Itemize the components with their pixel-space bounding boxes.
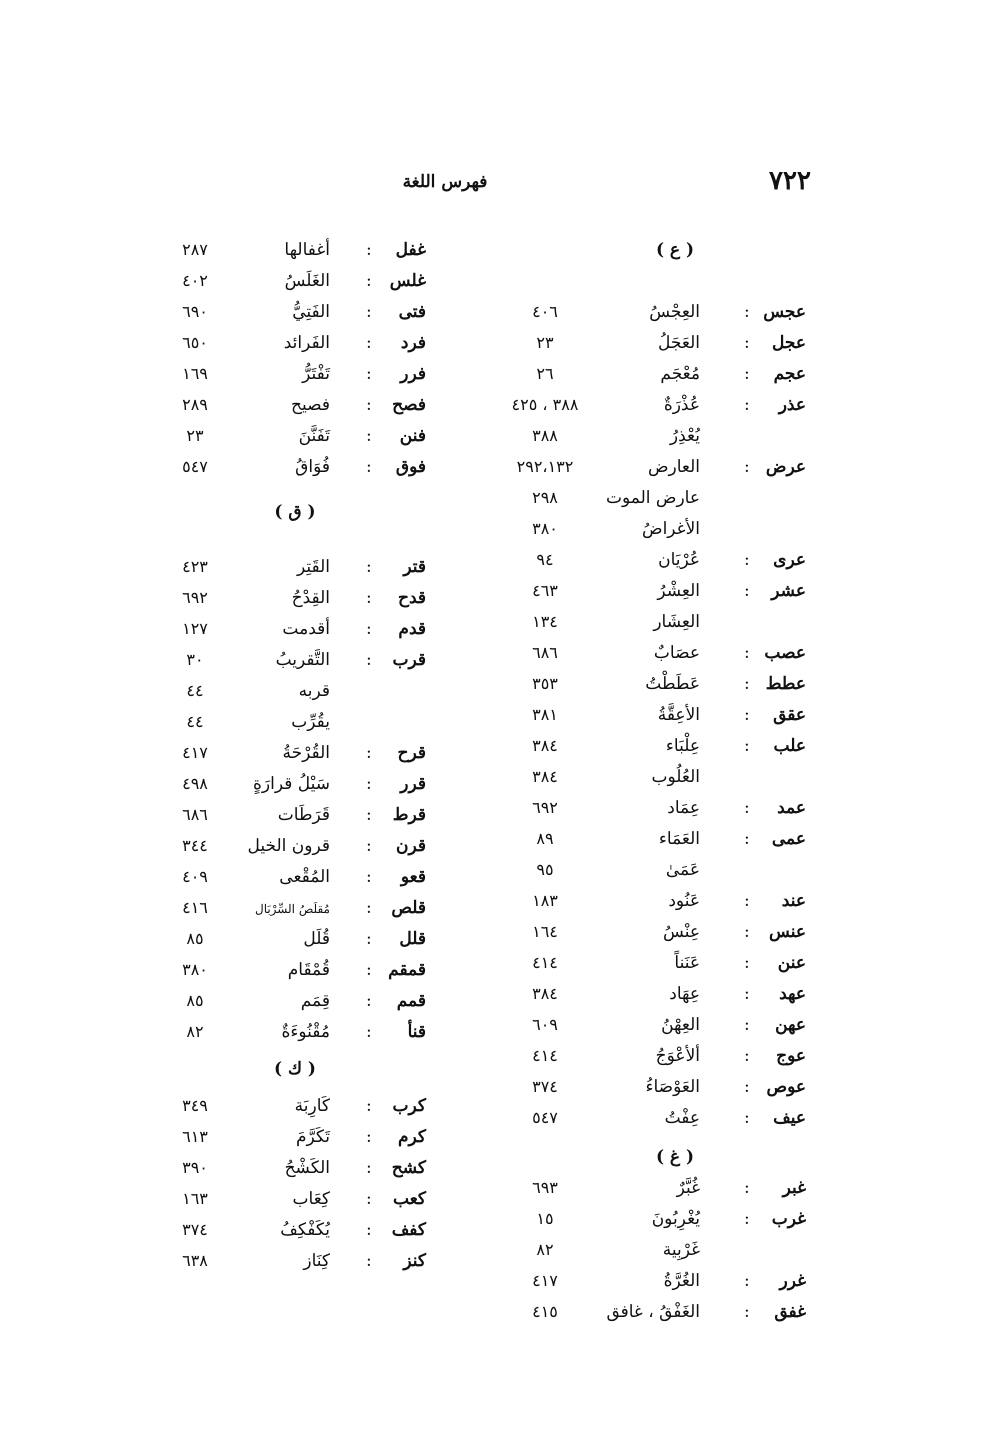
- colon-separator: :: [744, 1015, 750, 1035]
- colon-separator: :: [366, 774, 372, 794]
- page-reference: ٣٠: [186, 650, 204, 669]
- colon-separator: :: [366, 271, 372, 291]
- page-reference: ٦٨٦: [532, 643, 558, 662]
- index-word: عُذْرَةٌ: [663, 395, 700, 415]
- index-root: كرب: [392, 1096, 426, 1116]
- page-reference: ٦٩٢: [182, 588, 208, 607]
- index-root: عيف: [773, 1108, 806, 1128]
- index-root: غرب: [771, 1209, 806, 1229]
- page-reference: ٤١٤: [532, 953, 558, 972]
- index-word: كَارِبَة: [294, 1096, 330, 1116]
- index-root: عصب: [764, 643, 806, 663]
- index-word: العَمَاء: [658, 829, 700, 849]
- page-reference: ٣٧٤: [532, 1077, 558, 1096]
- page-reference: ١٥: [536, 1209, 554, 1228]
- index-word: فُوَاقُ: [295, 457, 330, 477]
- index-word: القُرْحَةُ: [282, 743, 330, 763]
- index-word: عِمَاد: [667, 798, 700, 818]
- index-word: التَّقريبُ: [275, 650, 330, 670]
- colon-separator: :: [366, 619, 372, 639]
- index-root: قلل: [399, 929, 426, 949]
- page-reference: ٣٨٨ ، ٤٢٥: [511, 395, 579, 414]
- index-word: عِفْتُ: [664, 1108, 700, 1128]
- page-reference: ٦٣٨: [182, 1251, 208, 1270]
- colon-separator: :: [366, 898, 372, 918]
- index-word: الكَشْحُ: [284, 1158, 330, 1178]
- index-word: العارض: [647, 457, 700, 477]
- page-reference: ٤١٤: [532, 1046, 558, 1065]
- colon-separator: :: [366, 240, 372, 260]
- index-root: كفف: [391, 1220, 426, 1240]
- colon-separator: :: [744, 302, 750, 322]
- index-root: فرد: [400, 333, 426, 353]
- colon-separator: :: [366, 836, 372, 856]
- colon-separator: :: [744, 581, 750, 601]
- index-root: فصح: [392, 395, 426, 415]
- page-reference: ٦٩٠: [182, 302, 208, 321]
- page-reference: ٢٨٧: [182, 240, 208, 259]
- page-reference: ٤٦٣: [532, 581, 558, 600]
- page-number: ٧٢٢: [769, 166, 811, 196]
- page-reference: ٥٤٧: [182, 457, 208, 476]
- index-word: غَرْبِية: [662, 1240, 700, 1260]
- colon-separator: :: [366, 395, 372, 415]
- page-reference: ٤١٥: [532, 1302, 558, 1321]
- index-word: يُكَفْكِفُ: [280, 1220, 330, 1240]
- index-word: تَكَرَّمَ: [295, 1127, 330, 1147]
- page-reference: ١٨٣: [532, 891, 558, 910]
- colon-separator: :: [366, 867, 372, 887]
- index-root: قرح: [397, 743, 426, 763]
- index-root: عوص: [766, 1077, 806, 1097]
- page-reference: ١٢٧: [182, 619, 208, 638]
- page-reference: ٣٩٠: [182, 1158, 208, 1177]
- index-word: كِعَاب: [292, 1189, 330, 1209]
- colon-separator: :: [744, 922, 750, 942]
- index-word: الأغراضُ: [642, 519, 700, 539]
- index-root: كنز: [403, 1251, 426, 1271]
- index-root: قنأ: [407, 1022, 426, 1042]
- index-root: عجس: [763, 302, 806, 322]
- index-word: الفَتِيُّ: [292, 302, 330, 322]
- colon-separator: :: [366, 929, 372, 949]
- index-root: غفل: [395, 240, 426, 260]
- page-reference: ٨٩: [536, 829, 554, 848]
- colon-separator: :: [366, 557, 372, 577]
- index-word: الغَفْقُ ، غافق: [606, 1302, 700, 1322]
- index-word: قُمْقَام: [287, 960, 330, 980]
- page-reference: ٦٩٢: [532, 798, 558, 817]
- section-heading-ayn: ( ع ): [655, 240, 695, 260]
- index-word: تَفْتَرُّ: [302, 364, 330, 384]
- index-root: كرم: [398, 1127, 426, 1147]
- page-reference: ٥٤٧: [532, 1108, 558, 1127]
- index-root: عوج: [776, 1046, 806, 1066]
- index-root: فرر: [400, 364, 426, 384]
- page-reference: ٢٨٩: [182, 395, 208, 414]
- index-root: فوق: [395, 457, 426, 477]
- index-word: عصَابٌ: [653, 643, 700, 663]
- page-reference: ٤٤: [186, 681, 204, 700]
- colon-separator: :: [366, 1158, 372, 1178]
- colon-separator: :: [744, 984, 750, 1004]
- colon-separator: :: [366, 457, 372, 477]
- index-word: القِدْحُ: [291, 588, 330, 608]
- index-root: قدم: [398, 619, 426, 639]
- index-root: عند: [781, 891, 806, 911]
- index-root: قدح: [397, 588, 426, 608]
- page-reference: ٩٤: [536, 550, 554, 569]
- page-reference: ٣٨٨: [532, 426, 558, 445]
- index-root: قرط: [392, 805, 426, 825]
- colon-separator: :: [366, 991, 372, 1011]
- index-word: قِمَم: [300, 991, 330, 1011]
- page-reference: ٤٠٩: [182, 867, 208, 886]
- index-word: العِشَار: [653, 612, 700, 632]
- index-word: مُقلَصُ السِّرْبَال: [254, 902, 330, 916]
- index-root: غفق: [774, 1302, 806, 1322]
- page-reference: ٦١٣: [182, 1127, 208, 1146]
- page-reference: ٣٨٤: [532, 984, 558, 1003]
- index-root: عجل: [772, 333, 806, 353]
- index-word: يُغْرِبُونَ: [651, 1209, 700, 1229]
- page-reference: ١٦٤: [532, 922, 558, 941]
- colon-separator: :: [744, 674, 750, 694]
- index-root: قمقم: [388, 960, 426, 980]
- page-reference: ٢٣: [536, 333, 554, 352]
- page-reference: ٦٠٩: [532, 1015, 558, 1034]
- page-reference: ٤١٦: [182, 898, 208, 917]
- colon-separator: :: [744, 364, 750, 384]
- index-word: عَنَناً: [674, 953, 700, 973]
- page-reference: ٣٧٤: [182, 1220, 208, 1239]
- index-word: يُعْذِرُ: [669, 426, 700, 446]
- colon-separator: :: [744, 953, 750, 973]
- index-word: العَوْصَاءُ: [645, 1077, 700, 1097]
- page-reference: ٦٥٠: [182, 333, 208, 352]
- index-root: فنن: [399, 426, 426, 446]
- index-root: عشر: [771, 581, 806, 601]
- page-reference: ٢٩٢،١٣٢: [516, 457, 574, 476]
- index-word: عِلْبَاء: [665, 736, 700, 756]
- index-root: قلص: [391, 898, 426, 918]
- colon-separator: :: [366, 588, 372, 608]
- colon-separator: :: [366, 302, 372, 322]
- index-word: عَنُود: [668, 891, 700, 911]
- index-word: عَطَطْتُ: [645, 674, 700, 694]
- colon-separator: :: [366, 650, 372, 670]
- page-reference: ٣٨١: [532, 705, 558, 724]
- colon-separator: :: [744, 1209, 750, 1229]
- colon-separator: :: [744, 891, 750, 911]
- index-root: عجم: [773, 364, 806, 384]
- section-heading-ghayn: ( غ ): [655, 1147, 695, 1167]
- index-root: غلس: [389, 271, 426, 291]
- index-root: غبر: [782, 1178, 806, 1198]
- index-root: غرر: [779, 1271, 806, 1291]
- page-title: فهرس اللغة: [402, 172, 488, 192]
- index-word: عُرْيَان: [658, 550, 700, 570]
- index-root: قمم: [396, 991, 426, 1011]
- page-reference: ٣٨٠: [532, 519, 558, 538]
- colon-separator: :: [744, 1178, 750, 1198]
- index-word: غُبَّرٌ: [676, 1178, 700, 1198]
- page-reference: ٤٤: [186, 712, 204, 731]
- index-word: الأعِقَّةُ: [657, 705, 700, 725]
- page-reference: ٣٨٠: [182, 960, 208, 979]
- index-word: أقدمت: [282, 619, 330, 639]
- colon-separator: :: [744, 643, 750, 663]
- page-reference: ٨٥: [186, 991, 204, 1010]
- index-word: قَرَطَات: [277, 805, 330, 825]
- page-reference: ٢٣: [186, 426, 204, 445]
- colon-separator: :: [366, 1189, 372, 1209]
- colon-separator: :: [744, 550, 750, 570]
- index-word: ألأعْوَجُ: [655, 1046, 700, 1066]
- colon-separator: :: [744, 705, 750, 725]
- index-word: عِهَاد: [669, 984, 700, 1004]
- index-root: فتى: [398, 302, 426, 322]
- index-root: عمى: [771, 829, 806, 849]
- page-reference: ٨٥: [186, 929, 204, 948]
- colon-separator: :: [744, 736, 750, 756]
- index-root: عرى: [773, 550, 806, 570]
- page-reference: ٣٨٤: [532, 767, 558, 786]
- index-root: كعب: [393, 1189, 426, 1209]
- index-word: تَفَنَّنَ: [298, 426, 330, 446]
- page-reference: ٢٦: [536, 364, 554, 383]
- index-root: عهد: [779, 984, 806, 1004]
- index-root: عرض: [765, 457, 806, 477]
- index-word: قرون الخيل: [247, 836, 330, 856]
- index-root: عطط: [765, 674, 806, 694]
- index-root: قرب: [392, 650, 426, 670]
- colon-separator: :: [744, 457, 750, 477]
- index-root: قرن: [396, 836, 426, 856]
- index-word: العِهْنُ: [661, 1015, 700, 1035]
- index-word: القَتِر: [296, 557, 330, 577]
- page-reference: ٣٨٤: [532, 736, 558, 755]
- page-reference: ٤١٧: [182, 743, 208, 762]
- colon-separator: :: [366, 364, 372, 384]
- index-word: الغُرَّةُ: [663, 1271, 700, 1291]
- index-word: قربه: [298, 681, 330, 701]
- colon-separator: :: [744, 395, 750, 415]
- page-reference: ٣٤٤: [182, 836, 208, 855]
- index-word: العِشْرُ: [657, 581, 700, 601]
- index-word: العَجَلُ: [658, 333, 700, 353]
- index-word: أغفالها: [284, 240, 330, 260]
- colon-separator: :: [744, 333, 750, 353]
- page-reference: ٨٢: [536, 1240, 554, 1259]
- colon-separator: :: [366, 960, 372, 980]
- colon-separator: :: [744, 1271, 750, 1291]
- page-reference: ٤٢٣: [182, 557, 208, 576]
- page-reference: ٣٥٣: [532, 674, 558, 693]
- index-word: سَيْلُ قرارَةٍ: [253, 774, 330, 794]
- section-heading-kaf: ( ك ): [274, 1059, 316, 1079]
- index-word: عَمَىٰ: [665, 860, 700, 880]
- index-word: العُلُوب: [651, 767, 700, 787]
- index-word: عِنْسُ: [663, 922, 700, 942]
- page-reference: ٩٥: [536, 860, 554, 879]
- index-root: قرر: [400, 774, 426, 794]
- page-reference: ١٣٤: [532, 612, 558, 631]
- index-word: يقُرِّب: [291, 712, 330, 732]
- colon-separator: :: [366, 426, 372, 446]
- index-root: كشح: [391, 1158, 426, 1178]
- index-root: عقق: [773, 705, 806, 725]
- index-word: عارض الموت: [605, 488, 700, 508]
- index-word: المُقْعى: [279, 867, 330, 887]
- page-reference: ٣٤٩: [182, 1096, 208, 1115]
- colon-separator: :: [366, 1127, 372, 1147]
- colon-separator: :: [744, 1046, 750, 1066]
- index-word: مُعْجَم: [660, 364, 700, 384]
- colon-separator: :: [744, 1302, 750, 1322]
- colon-separator: :: [744, 829, 750, 849]
- index-word: الغَلَسُ: [284, 271, 330, 291]
- index-root: علب: [773, 736, 806, 756]
- colon-separator: :: [366, 1022, 372, 1042]
- page-reference: ٤٩٨: [182, 774, 208, 793]
- index-word: الفَرائد: [283, 333, 330, 353]
- colon-separator: :: [744, 798, 750, 818]
- colon-separator: :: [366, 805, 372, 825]
- page-reference: ٦٩٣: [532, 1178, 558, 1197]
- index-root: قتر: [403, 557, 426, 577]
- index-word: فصيح: [291, 395, 330, 415]
- index-word: مُقْنُوءَةٌ: [281, 1022, 330, 1042]
- index-word: العِجْسُ: [649, 302, 700, 322]
- index-root: عنس: [769, 922, 806, 942]
- index-root: عمد: [777, 798, 806, 818]
- page-reference: ٨٢: [186, 1022, 204, 1041]
- page-reference: ٢٩٨: [532, 488, 558, 507]
- colon-separator: :: [366, 1096, 372, 1116]
- page-reference: ٤٠٦: [532, 302, 558, 321]
- colon-separator: :: [366, 1251, 372, 1271]
- index-word: قُلَل: [303, 929, 330, 949]
- colon-separator: :: [366, 333, 372, 353]
- page-reference: ١٦٩: [182, 364, 208, 383]
- colon-separator: :: [366, 1220, 372, 1240]
- index-word: كِنَاز: [303, 1251, 330, 1271]
- page-reference: ٤٠٢: [182, 271, 208, 290]
- index-root: عذر: [778, 395, 806, 415]
- colon-separator: :: [366, 743, 372, 763]
- page-reference: ١٦٣: [182, 1189, 208, 1208]
- page-reference: ٤١٧: [532, 1271, 558, 1290]
- index-root: عنن: [777, 953, 806, 973]
- page-reference: ٦٨٦: [182, 805, 208, 824]
- section-heading-qaf: ( ق ): [274, 502, 316, 522]
- index-root: عهن: [775, 1015, 806, 1035]
- index-root: قعو: [400, 867, 426, 887]
- colon-separator: :: [744, 1077, 750, 1097]
- colon-separator: :: [744, 1108, 750, 1128]
